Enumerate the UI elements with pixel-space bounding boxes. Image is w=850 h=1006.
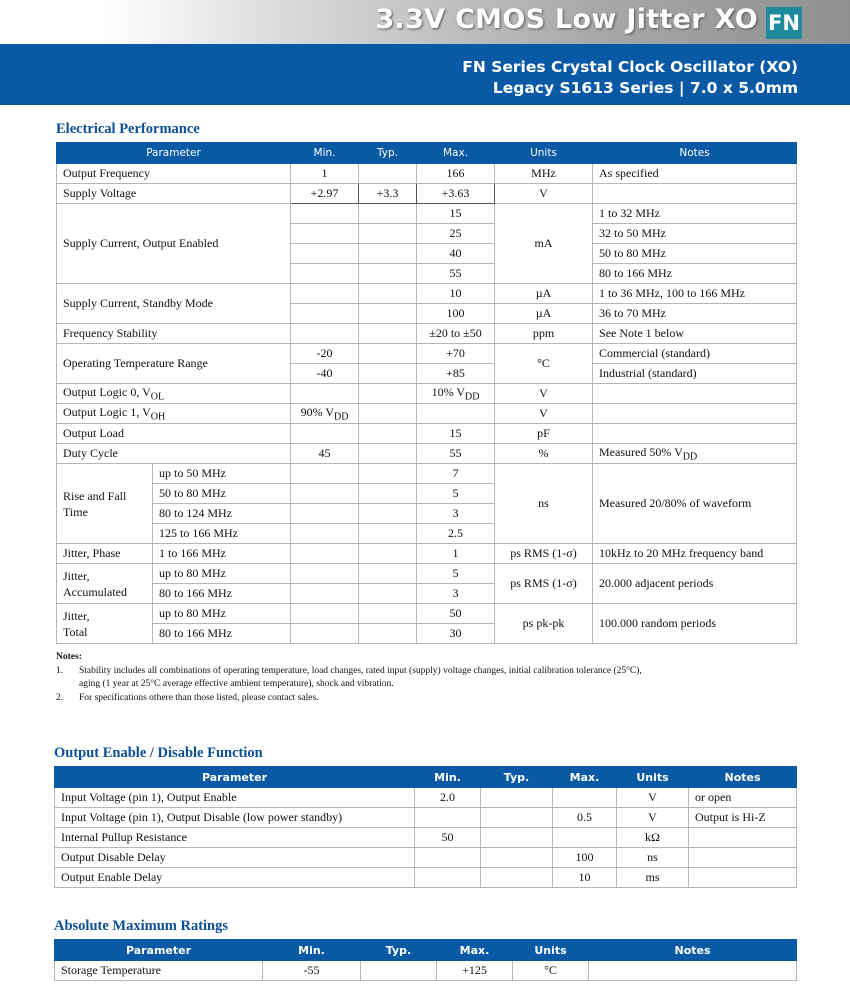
param-cell: Internal Pullup Resistance [55,828,415,848]
max-cell: +3.63 [417,184,495,204]
units-cell: ps RMS (1-σ) [495,544,593,564]
max-cell: 10% $V_{DD}$ [417,384,495,404]
note-number: 2. [56,692,64,703]
col-header-notes: Notes [689,767,797,788]
output-enable-title: Output Enable / Disable Function [54,745,263,761]
table-row [57,404,797,424]
typ-cell [359,164,417,184]
param-cell: Rise and Fall Time [57,464,153,544]
max-cell: +85 [417,364,495,384]
table-header-row [55,940,797,961]
max-cell [553,828,617,848]
min-cell: 2.0 [415,788,481,808]
col-header-max: Max. [417,143,495,164]
notes-cell [593,424,797,444]
col-header-max: Max. [553,767,617,788]
table-header-row [57,143,797,164]
typ-cell [359,624,417,644]
table-row [57,544,797,564]
condition-cell: 125 to 166 MHz [153,524,291,544]
table-row [57,344,797,364]
units-cell: °C [495,344,593,384]
min-cell: 50 [415,828,481,848]
min-cell [291,384,359,404]
table-row [55,788,797,808]
notes-cell: 80 to 166 MHz [593,264,797,284]
min-cell: 45 [291,444,359,464]
electrical-performance-title: Electrical Performance [56,121,200,137]
col-header-parameter: Parameter [55,940,263,961]
min-cell [415,848,481,868]
param-cell: Duty Cycle [57,444,291,464]
col-header-min: Min. [291,143,359,164]
note-text: For specifications othere than those listed, please contact sales. [79,692,319,703]
max-cell: 15 [417,424,495,444]
typ-cell [359,224,417,244]
notes-cell [689,828,797,848]
max-cell: 100 [417,304,495,324]
col-header-min: Min. [263,940,361,961]
max-cell: 40 [417,244,495,264]
param-cell: Supply Current, Output Enabled [57,204,291,284]
units-cell: % [495,444,593,464]
notes-block [56,651,642,705]
param-cell: Supply Voltage [57,184,291,204]
typ-cell [359,284,417,304]
min-cell [291,544,359,564]
max-cell: 5 [417,564,495,584]
max-cell: ±20 to ±50 [417,324,495,344]
units-cell: ps RMS (1-σ) [495,564,593,604]
max-cell: 5 [417,484,495,504]
units-cell: ps pk-pk [495,604,593,644]
table-row [57,424,797,444]
notes-cell: 20.000 adjacent periods [593,564,797,604]
max-cell: 10 [417,284,495,304]
max-cell [553,788,617,808]
typ-cell [359,244,417,264]
max-cell: 100 [553,848,617,868]
typ-cell [359,364,417,384]
typ-cell [359,304,417,324]
max-cell: 7 [417,464,495,484]
notes-cell [689,868,797,888]
units-cell: ms [617,868,689,888]
notes-cell [593,404,797,424]
max-cell: 55 [417,444,495,464]
col-header-parameter: Parameter [57,143,291,164]
table-row [57,564,797,584]
col-header-max: Max. [437,940,513,961]
notes-cell [689,848,797,868]
typ-cell: +3.3 [359,184,417,204]
typ-cell [359,204,417,224]
typ-cell [359,544,417,564]
param-cell: Supply Current, Standby Mode [57,284,291,324]
table-row [57,464,797,484]
units-cell: V [617,808,689,828]
min-cell [415,868,481,888]
typ-cell [359,324,417,344]
max-cell: 15 [417,204,495,224]
typ-cell [359,464,417,484]
notes-cell [589,961,797,981]
notes-cell: As specified [593,164,797,184]
param-cell: Jitter, Accumulated [57,564,153,604]
table-row [55,961,797,981]
notes-cell: 50 to 80 MHz [593,244,797,264]
condition-cell: up to 80 MHz [153,604,291,624]
notes-cell: 10kHz to 20 MHz frequency band [593,544,797,564]
min-cell [291,204,359,224]
min-cell [291,284,359,304]
table-row [57,204,797,224]
param-cell: Input Voltage (pin 1), Output Enable [55,788,415,808]
subtitle-line-1: FN Series Crystal Clock Oscillator (XO) [462,58,798,76]
col-header-units: Units [617,767,689,788]
max-cell: 25 [417,224,495,244]
col-header-typ: Typ. [481,767,553,788]
min-cell [291,584,359,604]
typ-cell [359,384,417,404]
max-cell: 30 [417,624,495,644]
units-cell: °C [513,961,589,981]
param-cell: Output Logic 1, $V_{OH}$ [57,404,291,424]
units-cell: ppm [495,324,593,344]
condition-cell: up to 50 MHz [153,464,291,484]
param-cell: Jitter, Phase [57,544,153,564]
table-row [55,808,797,828]
units-cell: pF [495,424,593,444]
notes-cell [593,184,797,204]
units-cell: µA [495,304,593,324]
typ-cell [359,524,417,544]
min-cell [291,604,359,624]
col-header-notes: Notes [593,143,797,164]
typ-cell [361,961,437,981]
typ-cell [359,564,417,584]
max-cell: 3 [417,504,495,524]
max-cell: 0.5 [553,808,617,828]
notes-cell: Industrial (standard) [593,364,797,384]
param-cell: Input Voltage (pin 1), Output Disable (low power standby) [55,808,415,828]
min-cell: 90% $V_{DD}$ [291,404,359,424]
table-row [57,444,797,464]
min-cell: -55 [263,961,361,981]
min-cell [291,224,359,244]
notes-cell: Output is Hi-Z [689,808,797,828]
param-cell: Frequency Stability [57,324,291,344]
units-cell: ns [495,464,593,544]
min-cell [291,524,359,544]
min-cell [291,464,359,484]
table-row [57,384,797,404]
table-row [55,828,797,848]
col-header-min: Min. [415,767,481,788]
notes-cell: 1 to 36 MHz, 100 to 166 MHz [593,284,797,304]
condition-cell: 80 to 166 MHz [153,624,291,644]
max-cell: 10 [553,868,617,888]
notes-cell: 1 to 32 MHz [593,204,797,224]
electrical-performance-table [56,142,797,644]
units-cell: kΩ [617,828,689,848]
notes-cell: 32 to 50 MHz [593,224,797,244]
max-cell: 55 [417,264,495,284]
col-header-typ: Typ. [359,143,417,164]
note-number: 1. [56,665,64,676]
typ-cell [359,584,417,604]
typ-cell [481,808,553,828]
typ-cell [359,404,417,424]
min-cell [291,564,359,584]
typ-cell [359,444,417,464]
max-cell [417,404,495,424]
col-header-units: Units [495,143,593,164]
fn-logo-badge: FN [766,7,802,39]
units-cell: µA [495,284,593,304]
param-cell: Output Disable Delay [55,848,415,868]
col-header-parameter: Parameter [55,767,415,788]
col-header-units: Units [513,940,589,961]
notes-title: Notes: [56,652,82,662]
typ-cell [359,344,417,364]
units-cell: V [617,788,689,808]
condition-cell: 80 to 166 MHz [153,584,291,604]
min-cell [291,304,359,324]
notes-cell: or open [689,788,797,808]
note-text: Stability includes all combinations of operating temperature, load changes, rated input (supply) voltage changes, initial calibration tolerance (25°C), [79,665,642,676]
min-cell: -40 [291,364,359,384]
typ-cell [359,484,417,504]
param-cell: Output Load [57,424,291,444]
absolute-max-title: Absolute Maximum Ratings [54,918,229,934]
units-cell: MHz [495,164,593,184]
param-cell: Output Frequency [57,164,291,184]
min-cell: +2.97 [291,184,359,204]
units-cell: V [495,404,593,424]
units-cell: V [495,184,593,204]
table-row [57,164,797,184]
typ-cell [359,264,417,284]
max-cell: 50 [417,604,495,624]
table-header-row [55,767,797,788]
absolute-max-table [54,939,797,981]
min-cell [415,808,481,828]
condition-cell: 50 to 80 MHz [153,484,291,504]
table-row [57,284,797,304]
max-cell: +70 [417,344,495,364]
param-cell: Output Logic 0, $V_{OL}$ [57,384,291,404]
min-cell: -20 [291,344,359,364]
min-cell: 1 [291,164,359,184]
param-cell: Output Enable Delay [55,868,415,888]
notes-cell: 100.000 random periods [593,604,797,644]
table-row [57,184,797,204]
notes-cell: Measured 20/80% of waveform [593,464,797,544]
output-enable-table [54,766,797,888]
notes-cell: Measured 50% $V_{DD}$ [593,444,797,464]
max-cell: 2.5 [417,524,495,544]
units-cell: ns [617,848,689,868]
max-cell: 166 [417,164,495,184]
param-cell: Storage Temperature [55,961,263,981]
condition-cell: up to 80 MHz [153,564,291,584]
typ-cell [481,848,553,868]
units-cell: mA [495,204,593,284]
typ-cell [359,504,417,524]
table-row [57,324,797,344]
param-cell: Jitter, Total [57,604,153,644]
min-cell [291,264,359,284]
typ-cell [359,604,417,624]
notes-cell: See Note 1 below [593,324,797,344]
note-item [56,665,642,679]
min-cell [291,484,359,504]
notes-cell: Commercial (standard) [593,344,797,364]
param-cell: Operating Temperature Range [57,344,291,384]
condition-cell: 1 to 166 MHz [153,544,291,564]
col-header-typ: Typ. [361,940,437,961]
table-row [55,848,797,868]
condition-cell: 80 to 124 MHz [153,504,291,524]
min-cell [291,424,359,444]
note-text-continued: aging (1 year at 25°C average effective ambient temperature), shock and vibration. [79,679,394,689]
units-cell: V [495,384,593,404]
max-cell: 3 [417,584,495,604]
notes-cell [593,384,797,404]
typ-cell [481,868,553,888]
page-title: 3.3V CMOS Low Jitter XO [375,4,758,35]
min-cell [291,504,359,524]
typ-cell [359,424,417,444]
min-cell [291,244,359,264]
subtitle-line-2: Legacy S1613 Series | 7.0 x 5.0mm [492,79,798,97]
table-row [57,604,797,624]
typ-cell [481,828,553,848]
notes-cell: 36 to 70 MHz [593,304,797,324]
min-cell [291,324,359,344]
min-cell [291,624,359,644]
table-row [55,868,797,888]
col-header-notes: Notes [589,940,797,961]
note-item [56,692,642,706]
max-cell: 1 [417,544,495,564]
typ-cell [481,788,553,808]
max-cell: +125 [437,961,513,981]
